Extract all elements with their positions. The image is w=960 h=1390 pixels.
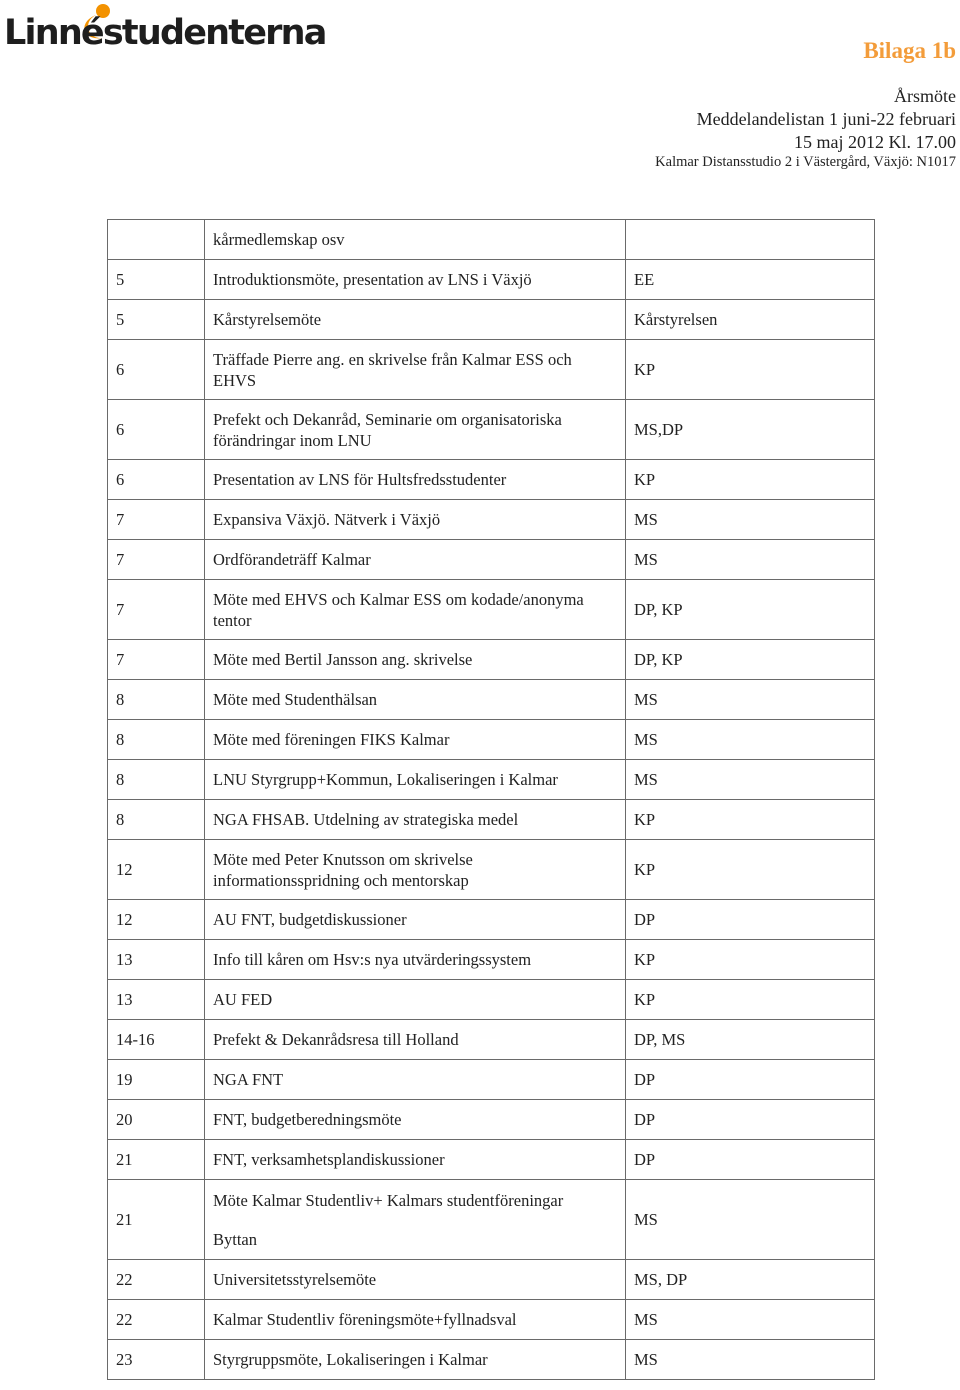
day-cell: 6 [108, 340, 205, 400]
day-cell: 7 [108, 640, 205, 680]
meeting-location: Kalmar Distansstudio 2 i Västergård, Växjö: N1017 [655, 154, 956, 170]
day-cell: 8 [108, 800, 205, 840]
responsible-cell: KP [626, 800, 875, 840]
activity-cell: Möte med föreningen FIKS Kalmar [205, 720, 626, 760]
activity-cell: Info till kåren om Hsv:s nya utvärderingssystem [205, 940, 626, 980]
day-cell: 23 [108, 1340, 205, 1380]
activity-cell: FNT, verksamhetsplandiskussioner [205, 1140, 626, 1180]
responsible-cell: DP, MS [626, 1020, 875, 1060]
day-cell: 22 [108, 1300, 205, 1340]
day-cell: 13 [108, 940, 205, 980]
day-cell: 22 [108, 1260, 205, 1300]
activity-cell: Presentation av LNS för Hultsfredsstudenter [205, 460, 626, 500]
table-row [108, 300, 875, 340]
day-cell: 14-16 [108, 1020, 205, 1060]
table-row [108, 980, 875, 1020]
responsible-cell: DP, KP [626, 580, 875, 640]
day-cell: 7 [108, 500, 205, 540]
responsible-cell: MS [626, 720, 875, 760]
table-row [108, 1020, 875, 1060]
day-cell: 13 [108, 980, 205, 1020]
day-cell: 6 [108, 400, 205, 460]
responsible-cell: KP [626, 460, 875, 500]
table-row [108, 1100, 875, 1140]
table-row [108, 840, 875, 900]
activity-line: Möte Kalmar Studentliv+ Kalmars studentföreningar [213, 1190, 564, 1210]
day-cell: 6 [108, 460, 205, 500]
table-row [108, 340, 875, 400]
activity-line: Byttan [213, 1229, 257, 1249]
appendix-label: Bilaga 1b [863, 38, 956, 63]
day-cell: 8 [108, 680, 205, 720]
activity-cell: Träffade Pierre ang. en skrivelse från Kalmar ESS och EHVS [205, 340, 626, 400]
activity-cell: NGA FHSAB. Utdelning av strategiska medel [205, 800, 626, 840]
table-row [108, 580, 875, 640]
activity-cell: Kalmar Studentliv föreningsmöte+fyllnadsval [205, 1300, 626, 1340]
activity-cell: Expansiva Växjö. Nätverk i Växjö [205, 500, 626, 540]
day-cell [108, 220, 205, 260]
responsible-cell: EE [626, 260, 875, 300]
day-cell: 12 [108, 900, 205, 940]
activity-cell: Ordförandeträff Kalmar [205, 540, 626, 580]
responsible-cell: KP [626, 940, 875, 980]
table-row [108, 1180, 875, 1260]
responsible-cell: DP [626, 900, 875, 940]
day-cell: 20 [108, 1100, 205, 1140]
day-cell: 8 [108, 760, 205, 800]
table-row [108, 1060, 875, 1100]
activity-cell: Universitetsstyrelsemöte [205, 1260, 626, 1300]
activity-cell: AU FED [205, 980, 626, 1020]
table-row [108, 540, 875, 580]
activity-cell: Möte med EHVS och Kalmar ESS om kodade/anonyma tentor [205, 580, 626, 640]
responsible-cell: MS, DP [626, 1260, 875, 1300]
responsible-cell: MS [626, 500, 875, 540]
day-cell: 5 [108, 260, 205, 300]
table-row [108, 400, 875, 460]
day-cell: 19 [108, 1060, 205, 1100]
table-row [108, 680, 875, 720]
meeting-date: 15 maj 2012 Kl. 17.00 [794, 132, 956, 152]
day-cell: 21 [108, 1140, 205, 1180]
responsible-cell: KP [626, 340, 875, 400]
activity-cell: Möte med Peter Knutsson om skrivelse informationsspridning och mentorskap [205, 840, 626, 900]
activity-cell [205, 1180, 626, 1260]
responsible-cell: DP, KP [626, 640, 875, 680]
activity-cell: Prefekt och Dekanråd, Seminarie om organisatoriska förändringar inom LNU [205, 400, 626, 460]
table-row [108, 760, 875, 800]
activity-cell: Möte med Bertil Jansson ang. skrivelse [205, 640, 626, 680]
logo-text: Linnéstudenterna [4, 13, 326, 53]
day-cell: 7 [108, 580, 205, 640]
activity-cell: FNT, budgetberedningsmöte [205, 1100, 626, 1140]
document-title: Meddelandelistan 1 juni-22 februari [696, 109, 956, 129]
responsible-cell: MS [626, 1180, 875, 1260]
day-cell: 7 [108, 540, 205, 580]
responsible-cell: MS [626, 1300, 875, 1340]
responsible-cell: KP [626, 980, 875, 1020]
responsible-cell: MS [626, 760, 875, 800]
table-row [108, 460, 875, 500]
day-cell: 5 [108, 300, 205, 340]
table-row [108, 1140, 875, 1180]
meeting-type: Årsmöte [894, 86, 956, 106]
activity-cell: AU FNT, budgetdiskussioner [205, 900, 626, 940]
table-row [108, 1260, 875, 1300]
day-cell: 8 [108, 720, 205, 760]
activity-cell: Kårstyrelsemöte [205, 300, 626, 340]
day-cell: 21 [108, 1180, 205, 1260]
table-row [108, 220, 875, 260]
linnestudenterna-logo [4, 2, 334, 60]
responsible-cell: Kårstyrelsen [626, 300, 875, 340]
activity-cell: Styrgruppsmöte, Lokaliseringen i Kalmar [205, 1340, 626, 1380]
responsible-cell: DP [626, 1140, 875, 1180]
table-row [108, 260, 875, 300]
table-row [108, 800, 875, 840]
day-cell: 12 [108, 840, 205, 900]
activity-cell: Möte med Studenthälsan [205, 680, 626, 720]
message-list-table [107, 219, 875, 1380]
responsible-cell [626, 220, 875, 260]
responsible-cell: KP [626, 840, 875, 900]
activity-cell: kårmedlemskap osv [205, 220, 626, 260]
table-row [108, 1340, 875, 1380]
responsible-cell: MS [626, 540, 875, 580]
responsible-cell: MS,DP [626, 400, 875, 460]
activity-cell: LNU Styrgrupp+Kommun, Lokaliseringen i Kalmar [205, 760, 626, 800]
activity-cell: Prefekt & Dekanrådsresa till Holland [205, 1020, 626, 1060]
responsible-cell: MS [626, 1340, 875, 1380]
table-row [108, 640, 875, 680]
responsible-cell: MS [626, 680, 875, 720]
table-row [108, 1300, 875, 1340]
table-row [108, 720, 875, 760]
activity-cell: Introduktionsmöte, presentation av LNS i Växjö [205, 260, 626, 300]
table-row [108, 900, 875, 940]
activity-cell: NGA FNT [205, 1060, 626, 1100]
responsible-cell: DP [626, 1060, 875, 1100]
responsible-cell: DP [626, 1100, 875, 1140]
table-row [108, 940, 875, 980]
table-row [108, 500, 875, 540]
